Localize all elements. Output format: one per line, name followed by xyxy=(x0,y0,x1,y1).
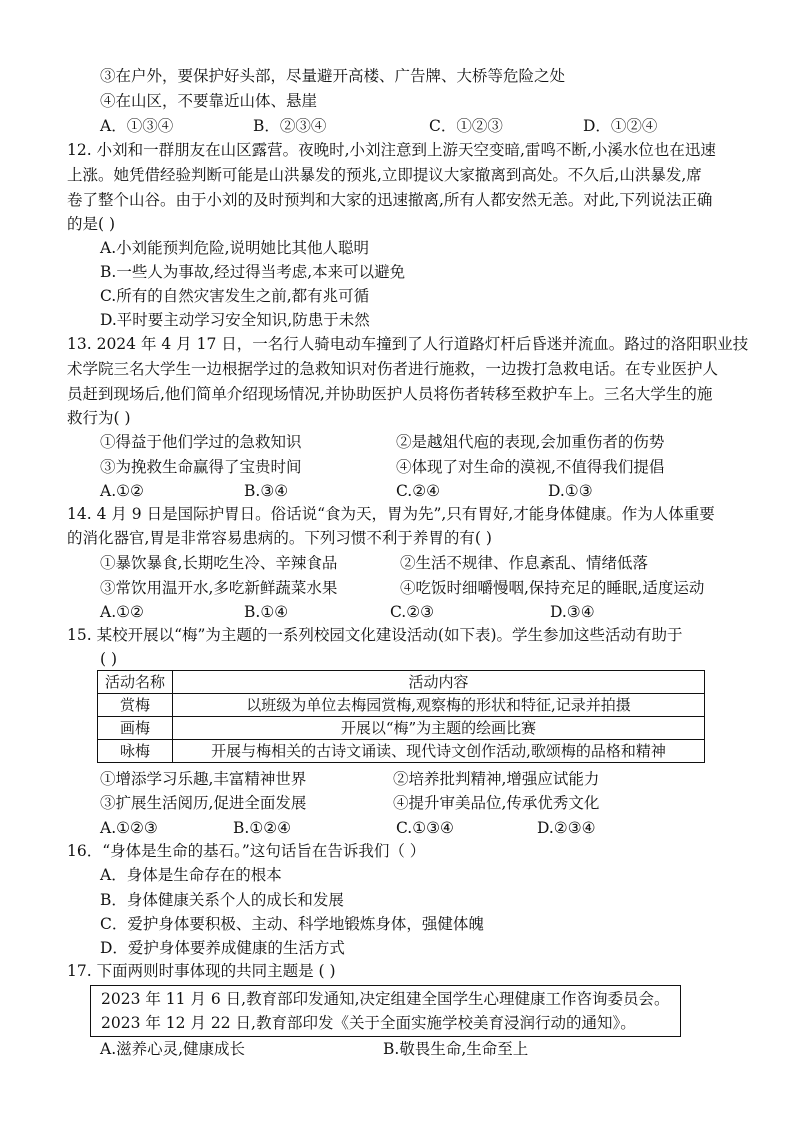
q14-stem-line-1: 14. 4 月 9 日是国际护胃日。俗话说“食为天，胃为先”,只有胃好,才能身体健康。作为人体重要 xyxy=(67,505,715,523)
q14-option-c: C.②③ xyxy=(390,603,435,621)
q11-option-a: A．①③④ xyxy=(100,117,174,135)
q15-option-b: B.①②④ xyxy=(233,819,292,837)
news-item-2: 2023 年 12 月 22 日,教育部印发《关于全面实施学校美育浸润行动的通知》。 xyxy=(101,1014,636,1032)
q15-item-4: ④提升审美品位,传承优秀文化 xyxy=(393,794,600,812)
q14-item-1: ①暴饮暴食,长期吃生冷、辛辣食品 xyxy=(100,554,338,572)
q15-option-a: A.①②③ xyxy=(100,819,158,837)
q12-option-c: C.所有的自然灾害发生之前,都有兆可循 xyxy=(100,287,370,305)
q14-item-2: ②生活不规律、作息紊乱、情绪低落 xyxy=(400,554,649,572)
q11-item-4: ④在山区，不要靠近山体、悬崖 xyxy=(100,92,318,110)
q16-stem: 16．“身体是生命的基石。”这句话旨在告诉我们（ ） xyxy=(67,842,426,860)
q15-option-d: D.②③④ xyxy=(537,819,596,837)
table-row xyxy=(98,694,705,717)
q12-stem-line-2: 上涨。她凭借经验判断可能是山洪暴发的预兆,立即提议大家撤离到高处。不久后,山洪暴发,席 xyxy=(67,166,702,184)
q13-item-4: ④体现了对生命的漠视,不值得我们提倡 xyxy=(396,458,665,476)
q15-stem-line-1: 15. 某校开展以“梅”为主题的一系列校园文化建设活动(如下表)。学生参加这些活动有助于 xyxy=(67,626,683,644)
q13-option-d: D.①③ xyxy=(548,482,593,500)
q12-option-a: A.小刘能预判危险,说明她比其他人聪明 xyxy=(100,239,370,257)
q15-item-1: ①增添学习乐趣,丰富精神世界 xyxy=(100,770,307,788)
q17-stem: 17. 下面两则时事体现的共同主题是 ( ) xyxy=(67,962,336,980)
q13-stem-line-2: 术学院三名大学生一边根据学过的急救知识对伤者进行施救，一边拨打急救电话。在专业医护人 xyxy=(67,360,719,378)
q14-option-a: A.①② xyxy=(100,603,144,621)
q14-item-3: ③常饮用温开水,多吃新鲜蔬菜水果 xyxy=(100,579,338,597)
q12-option-d: D.平时要主动学习安全知识,防患于未然 xyxy=(100,311,370,329)
table-header-cell: 活动名称 xyxy=(98,671,173,694)
q16-option-a: A．身体是生命存在的根本 xyxy=(100,866,282,884)
q13-option-b: B.③④ xyxy=(244,482,289,500)
table-cell: 画梅 xyxy=(98,717,173,740)
q13-stem-line-4: 救行为( ) xyxy=(67,409,131,427)
q12-stem-line-1: 12. 小刘和一群朋友在山区露营。夜晚时,小刘注意到上游天空变暗,雷鸣不断,小溪水位也在迅速 xyxy=(67,141,716,159)
table-cell: 以班级为单位去梅园赏梅,观察梅的形状和特征,记录并拍摄 xyxy=(173,694,705,717)
news-item-1: 2023 年 11 月 6 日,教育部印发通知,决定组建全国学生心理健康工作咨询委员会。 xyxy=(101,990,670,1008)
table-header-row xyxy=(98,671,705,694)
q12-option-b: B.一些人为事故,经过得当考虑,本来可以避免 xyxy=(100,263,406,281)
q13-option-a: A.①② xyxy=(100,482,144,500)
news-box xyxy=(90,985,681,1037)
q16-option-d: D．爱护身体要养成健康的生活方式 xyxy=(100,939,345,957)
q11-option-b: B．②③④ xyxy=(253,117,327,135)
q15-item-3: ③扩展生活阅历,促进全面发展 xyxy=(100,794,307,812)
q14-item-4: ④吃饭时细嚼慢咽,保持充足的睡眠,适度运动 xyxy=(400,579,705,597)
table-cell: 开展以“梅”为主题的绘画比赛 xyxy=(173,717,705,740)
q13-stem-line-1: 13. 2024 年 4 月 17 日，一名行人骑电动车撞到了人行道路灯杆后昏迷并流血。路过的洛阳职业技 xyxy=(67,335,749,353)
table-cell: 咏梅 xyxy=(98,740,173,763)
q11-option-d: D．①②④ xyxy=(583,117,658,135)
q14-option-b: B.①④ xyxy=(244,603,289,621)
q15-item-2: ②培养批判精神,增强应试能力 xyxy=(393,770,600,788)
q13-stem-line-3: 员赶到现场后,他们简单介绍现场情况,并协助医护人员将伤者转移至救护车上。三名大学生的施 xyxy=(67,385,713,403)
q14-stem-line-2: 的消化器官,胃是非常容易患病的。下列习惯不利于养胃的有( ) xyxy=(67,529,492,547)
q15-option-c: C.①③④ xyxy=(396,819,454,837)
q15-stem-line-2: ( ) xyxy=(100,650,118,668)
table-row xyxy=(98,717,705,740)
q17-option-b: B.敬畏生命,生命至上 xyxy=(383,1040,529,1058)
q17-option-a: A.滋养心灵,健康成长 xyxy=(100,1040,246,1058)
q16-option-b: B．身体健康关系个人的成长和发展 xyxy=(100,891,344,909)
q14-option-d: D.③④ xyxy=(550,603,595,621)
q11-option-c: C．①②③ xyxy=(429,117,503,135)
table-cell: 赏梅 xyxy=(98,694,173,717)
table-row xyxy=(98,740,705,763)
q13-option-c: C.②④ xyxy=(396,482,441,500)
q16-option-c: C．爱护身体要积极、主动、科学地锻炼身体，强健体魄 xyxy=(100,915,484,933)
q13-item-3: ③为挽救生命赢得了宝贵时间 xyxy=(100,458,302,476)
q12-stem-line-4: 的是( ) xyxy=(67,215,116,233)
table-cell: 开展与梅相关的古诗文诵读、现代诗文创作活动,歌颂梅的品格和精神 xyxy=(173,740,705,763)
activity-table xyxy=(97,670,705,763)
q12-stem-line-3: 卷了整个山谷。由于小刘的及时预判和大家的迅速撤离,所有人都安然无恙。对此,下列说法正确 xyxy=(67,191,713,209)
q13-item-1: ①得益于他们学过的急救知识 xyxy=(100,433,302,451)
q11-item-3: ③在户外，要保护好头部，尽量避开高楼、广告牌、大桥等危险之处 xyxy=(100,67,566,85)
q13-item-2: ②是越俎代庖的表现,会加重伤者的伤势 xyxy=(396,433,665,451)
table-header-cell: 活动内容 xyxy=(173,671,705,694)
